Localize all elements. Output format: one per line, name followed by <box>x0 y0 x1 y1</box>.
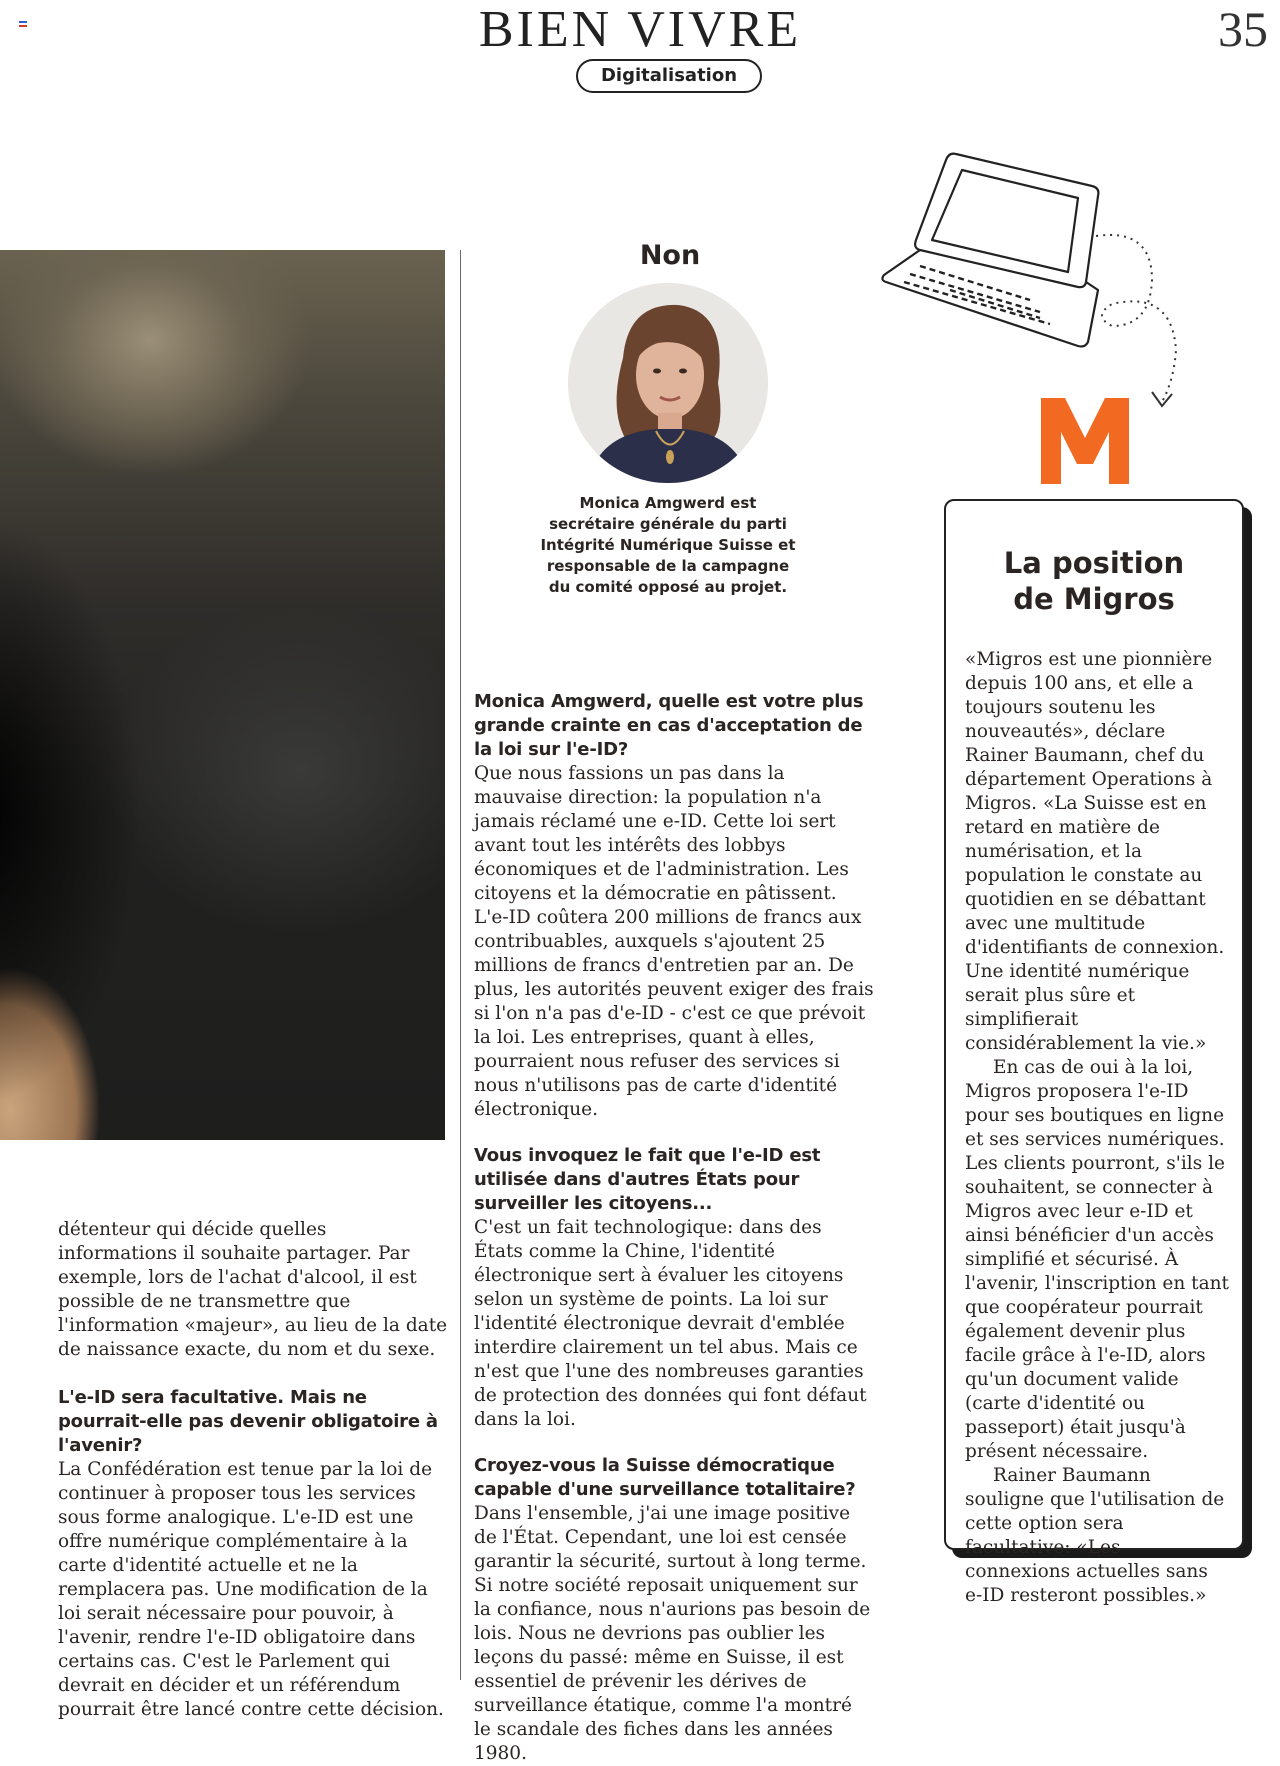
interview-question: L'e-ID sera facultative. Mais ne pourrait-elle pas devenir obligatoire à l'avenir? <box>58 1387 438 1456</box>
interview-answer: Dans l'ensemble, j'ai une image positive de l'État. Cependant, une loi est censée garantir la sécurité, surtout à long terme. Si notre société reposait uniquement sur la confiance, nous n'aurions pas besoin de lois. Nous ne devrions pas oublier les leçons du passé: même en Suisse, il est essentiel de prévenir les dérives de surveillance étatique, comme l'a montré le scandale des fiches dans les années 1980. <box>474 1503 871 1764</box>
stance-label: Non <box>639 240 701 271</box>
page-number: 35 <box>1218 1 1268 57</box>
migros-logo-letter: M <box>1083 451 1087 453</box>
left-column-text <box>58 1218 448 1722</box>
continuation-paragraph: détenteur qui décide quelles informations il souhaite partager. Par exemple, lors de l'achat d'alcool, il est possible de ne transmettre que l'information «majeur», au lieu de la date de naissance exacte, du nom et du sexe. <box>58 1219 448 1360</box>
category-badge: Digitalisation <box>576 59 762 93</box>
migros-box-text <box>965 648 1230 1608</box>
migros-logo <box>1035 392 1135 488</box>
portrait-photo <box>568 283 768 483</box>
article-photo <box>0 250 445 1140</box>
middle-column-text <box>474 690 874 1766</box>
interview-question: Croyez-vous la Suisse démocratique capable d'une surveillance totalitaire? <box>474 1455 856 1500</box>
migros-box-paragraph: Rainer Baumann souligne que l'utilisation de cette option sera facultative: «Les connexions actuelles sans e-ID resteront possibles.» <box>965 1465 1225 1606</box>
migros-box-title-line1: La position <box>1003 546 1185 580</box>
migros-box-title <box>944 545 1244 617</box>
section-title: BIEN VIVRE <box>478 1 802 58</box>
column-divider <box>460 250 461 1680</box>
interview-answer: La Confédération est tenue par la loi de continuer à proposer tous les services sous forme analogique. L'e-ID est une offre numérique complémentaire à la carte d'identité actuelle et ne la remplacera pas. Une modification de la loi serait nécessaire pour pouvoir, à l'avenir, rendre l'e-ID obligatoire dans certains cas. C'est le Parlement qui devrait en décider et un référendum pourrait être lancé contre cette décision. <box>58 1459 444 1720</box>
interview-answer: Que nous fassions un pas dans la mauvaise direction: la population n'a jamais réclamé une e-ID. Cette loi sert avant tout les intérêts des lobbys économiques et de l'administration. Les citoyens et la démocratie en pâtissent. L'e-ID coûtera 200 millions de francs aux contribuables, auxquels s'ajoutent 25 millions de francs d'entretien par an. De plus, les autorités peuvent exiger des frais si l'on n'a pas d'e-ID - c'est ce que prévoit la loi. Les entreprises, quant à elles, pourraient nous refuser des services si nous n'utilisons pas de carte d'identité électronique. <box>474 763 874 1120</box>
interview-question: Monica Amgwerd, quelle est votre plus grande crainte en cas d'acceptation de la loi sur l'e-ID? <box>474 691 864 760</box>
migros-box-paragraph: En cas de oui à la loi, Migros proposera l'e-ID pour ses boutiques en ligne et ses services numériques. Les clients pourront, s'ils le souhaitent, se connecter à Migros avec leur e-ID et ainsi bénéficier d'un accès simplifié et sécurisé. À l'avenir, l'inscription en tant que coopérateur pourrait également devenir plus facile grâce à l'e-ID, alors qu'un document valide (carte d'identité ou passeport) était jusqu'à présent nécessaire. <box>965 1057 1229 1462</box>
interview-question: Vous invoquez le fait que l'e-ID est utilisée dans d'autres États pour surveiller les citoyens... <box>474 1145 821 1214</box>
migros-box-paragraph: «Migros est une pionnière depuis 100 ans, et elle a toujours soutenu les nouveautés», déclare Rainer Baumann, chef du département Operations à Migros. «La Suisse est en retard en matière de numérisation, et la population le constate au quotidien en se débattant avec une multitude d'identifiants de connexion. Une identité numérique serait plus sûre et simplifierait considérablement la vie.» <box>965 649 1225 1054</box>
migros-box-title-line2: de Migros <box>1013 582 1175 616</box>
portrait-caption: Monica Amgwerd est secrétaire générale du parti Intégrité Numérique Suisse et responsable de la campagne du comité opposé au projet. <box>540 494 796 596</box>
interview-answer: C'est un fait technologique: dans des États comme la Chine, l'identité électronique sert à évaluer les citoyens selon un système de points. La loi sur l'identité électronique devrait d'emblée interdire clairement un tel abus. Mais ce n'est que l'une des nombreuses garanties de protection des données qui font défaut dans la loi. <box>474 1217 867 1430</box>
